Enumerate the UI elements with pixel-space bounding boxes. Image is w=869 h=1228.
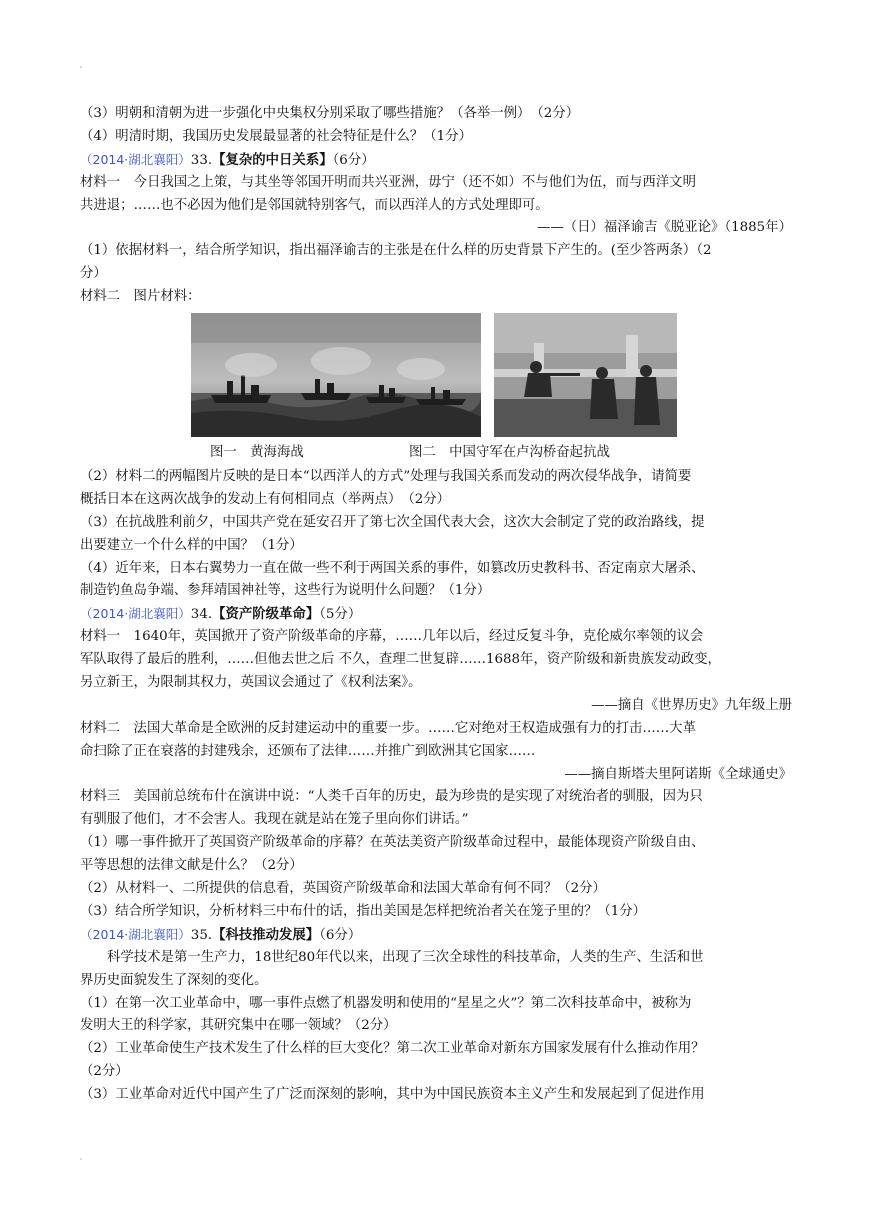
q34-part3: （3）结合所学知识，分析材料三中布什的话，指出美国是怎样把统治者关在笼子里的？（1分） — [80, 903, 647, 919]
corner-mark-top — [80, 66, 82, 68]
q33-part1-line2: 分） — [80, 266, 107, 282]
q33-figure-captions — [80, 442, 792, 466]
q35-part1-line2: 发明大王的科学家，其研究集中在哪一领域？（2分） — [80, 1018, 397, 1034]
q33-heading — [80, 149, 792, 172]
q34-material2-citation: ——摘自斯塔夫里阿诺斯《全球通史》 — [564, 766, 792, 782]
q32-part3: （3）明朝和清朝为进一步强化中央集权分别采取了哪些措施？（各举一例） （2分） — [80, 106, 580, 121]
q34-score: （5分） — [319, 607, 362, 623]
q33-part1-line1: （1）依据材料一，结合所学知识，指出福泽谕吉的主张是在什么样的历史背景下产生的。(至少答两条）（2 — [80, 243, 712, 259]
q34-heading — [80, 603, 792, 626]
q35-heading — [80, 924, 792, 947]
q33-material2-label: 材料二 图片材料： — [80, 289, 201, 305]
q33-part2-line2: 概括日本在这两次战争的发动上有何相同点（举两点） （2分） — [80, 491, 451, 507]
q33-figures — [80, 313, 792, 438]
q34-material2-line1: 材料二 法国大革命是全欧洲的反封建运动中的重要一步。……它对绝对王权造成强有力的打击……大革 — [80, 720, 696, 736]
q34-part1-line1: （1）哪一事件掀开了英国资产阶级革命的序幕？在英法美资产阶级革命过程中，最能体现资产阶级自由、 — [80, 835, 705, 851]
corner-mark-bottom — [80, 1158, 82, 1160]
q35-intro-line1: 科学技术是第一生产力，18世纪80年代以来，出现了三次全球性的科技革命，人类的生产、生活和世 — [107, 949, 704, 965]
q34-material1-line2: 军队取得了最后的胜利，……但他去世之后 不久，查理二世复辟……1688年，资产阶级和新贵族发动政变， — [80, 652, 721, 668]
marco-polo-bridge-photo — [494, 313, 677, 437]
q34-title: 【资产阶级革命】 — [212, 606, 320, 623]
figure1-caption: 图一 黄海海战 — [210, 445, 304, 461]
figure2-caption: 图二 中国守军在卢沟桥奋起抗战 — [409, 445, 610, 461]
q34-material3-line1: 材料三 美国前总统布什在演讲中说：“人类千百年的历史，最为珍贵的是实现了对统治者的驯服，因为只 — [80, 789, 703, 805]
q33-material1-citation: ——（日）福泽谕吉《脱亚论》（1885年） — [536, 220, 792, 236]
q34-source: （2014·湖北襄阳） — [80, 606, 191, 622]
q35-part2-line2: （2分） — [80, 1064, 129, 1080]
q33-material1-line1: 材料一 今日我国之上策，与其坐等邻国开明而共兴亚洲，毋宁（还不如）不与他们为伍，而与西洋文明 — [80, 174, 696, 190]
q34-part2: （2）从材料一、二所提供的信息看，英国资产阶级革命和法国大革命有何不同？（2分） — [80, 881, 606, 897]
q33-part3-line1: （3）在抗战胜利前夕，中国共产党在延安召开了第七次全国代表大会，这次大会制定了党的政治路线，提 — [80, 514, 705, 530]
q34-material3-line2: 有驯服了他们，才不会害人。我现在就是站在笼子里向你们讲话。” — [80, 812, 469, 828]
q34-number: 34. — [190, 607, 213, 623]
q33-part3-line2: 出要建立一个什么样的中国？（1分） — [80, 537, 303, 553]
q35-intro-line2: 界历史面貌发生了深刻的变化。 — [80, 972, 268, 988]
q34-part1-line2: 平等思想的法律文献是什么？（2分） — [80, 858, 303, 874]
q33-part2-line1: （2）材料二的两幅图片反映的是日本“以西洋人的方式”处理与我国关系而发动的两次侵华战争，请简要 — [80, 469, 692, 485]
q33-part4-line2: 制造钓鱼岛争端、参拜靖国神社等，这些行为说明什么问题？（1分） — [80, 583, 491, 599]
q33-part4-line1: （4）近年来，日本右翼势力一直在做一些不利于两国关系的事件，如篡改历史教科书、否定南京大屠杀、 — [80, 560, 705, 576]
q34-material2-line2: 命扫除了正在衰落的封建残余，还颁布了法律……并推广到欧洲其它国家…… — [80, 743, 536, 759]
q35-source: （2014·湖北襄阳） — [80, 926, 191, 942]
q34-material1-line1: 材料一 1640年，英国掀开了资产阶级革命的序幕，……几年以后，经过反复斗争，克伦威尔率领的议会 — [80, 629, 704, 645]
q35-part2-line1: （2）工业革命使生产技术发生了什么样的巨大变化？第二次工业革命对新东方国家发展有什么推动作用？ — [80, 1041, 705, 1057]
q35-number: 35. — [190, 927, 213, 943]
q32-part4: （4）明清时期，我国历史发展最显著的社会特征是什么？（1分） — [80, 128, 472, 144]
q35-part3-line1: （3）工业革命对近代中国产生了广泛而深刻的影响，其中为中国民族资本主义产生和发展起到了促进作用 — [80, 1087, 705, 1103]
q33-score: （6分） — [332, 152, 375, 168]
yellow-sea-battle-photo — [191, 313, 481, 437]
q35-part1-line1: （1）在第一次工业革命中，哪一事件点燃了机器发明和使用的“星星之火”？第二次科技革命中，被称为 — [80, 995, 692, 1011]
q35-title: 【科技推动发展】 — [212, 926, 320, 943]
q35-score: （6分） — [319, 927, 362, 943]
q33-material1-line2: 共进退；……也不必因为他们是邻国就特别客气，而以西洋人的方式处理即可。 — [80, 197, 549, 213]
q34-material1-line3: 另立新王，为限制其权力，英国议会通过了《权利法案》。 — [80, 675, 422, 691]
exam-page — [80, 103, 792, 1107]
q33-source: （2014·湖北襄阳） — [80, 151, 191, 167]
q33-title: 【复杂的中日关系】 — [212, 151, 333, 168]
q33-number: 33. — [190, 152, 213, 168]
q34-material1-citation: ——摘自《世界历史》九年级上册 — [591, 697, 792, 713]
